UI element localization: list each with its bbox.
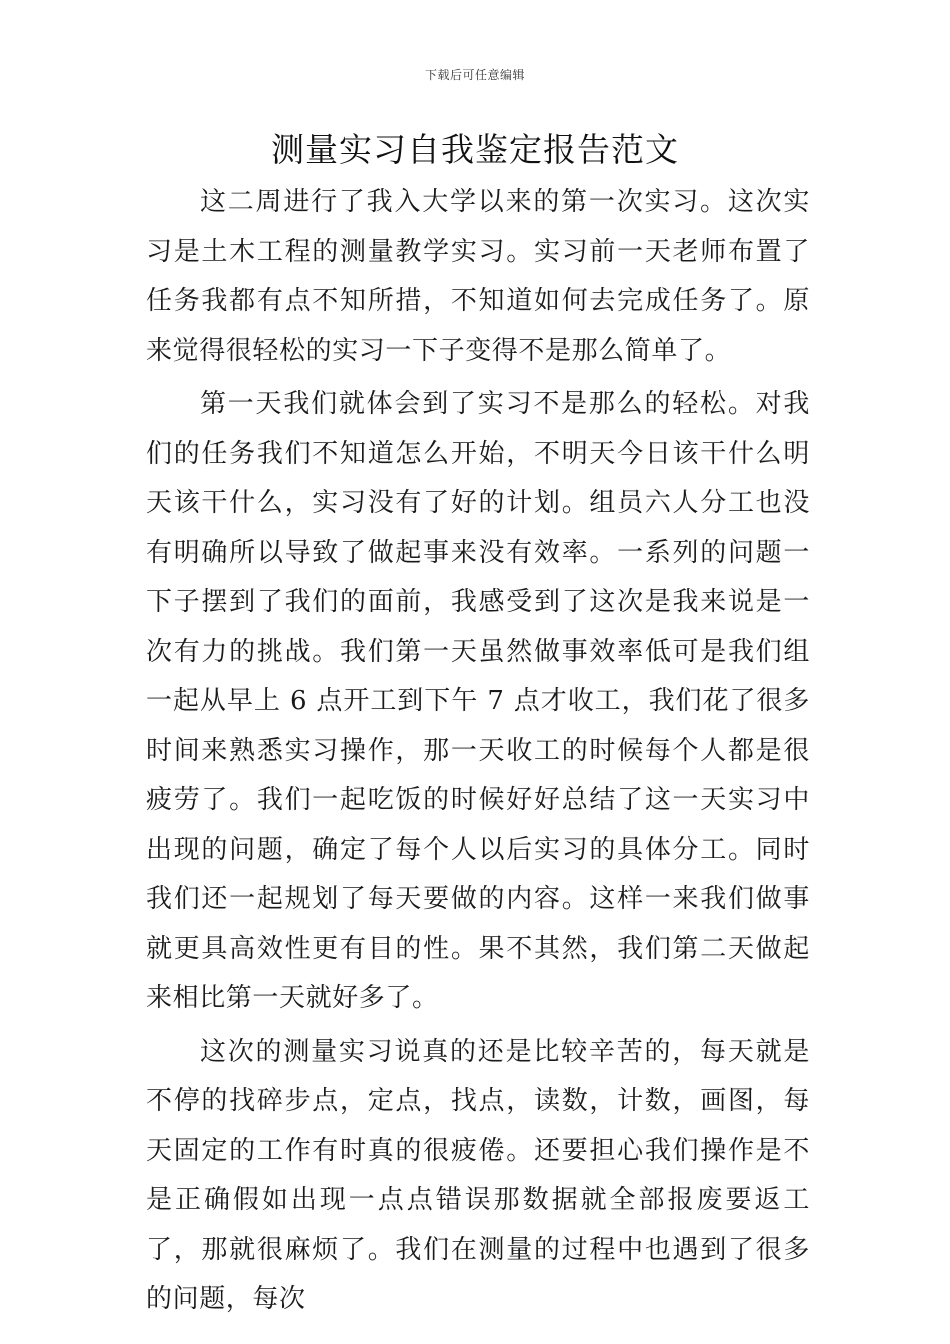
header-note: 下载后可任意编辑 bbox=[424, 68, 525, 82]
document-body bbox=[146, 178, 810, 1329]
paragraph: 第一天我们就体会到了实习不是那么的轻松。对我们的任务我们不知道怎么开始，不明天今日该干什么明天该干什么，实习没有了好的计划。组员六人分工也没有明确所以导致了做起事来没有效率。一系列的问题一下子摆到了我们的面前，我感受到了这次是我来说是一次有力的挑战。我们第一天虽然做事效率低可是我们组一起从早上 6 点开工到下午 7 点才收工，我们花了很多时间来熟悉实习操作，那一天收工的时候每个人都是很疲劳了。我们一起吃饭的时候好好总结了这一天实习中出现的问题，确定了每个人以后实习的具体分工。同时我们还一起规划了每天要做的内容。这样一来我们做事就更具高效性更有目的性。果不其然，我们第二天做起来相比第一天就好多了。 bbox=[146, 389, 810, 1013]
document-title: 测量实习自我鉴定报告范文 bbox=[271, 130, 679, 169]
paragraph: 这二周进行了我入大学以来的第一次实习。这次实习是土木工程的测量教学实习。实习前一天老师布置了任务我都有点不知所措，不知道如何去完成任务了。原来觉得很轻松的实习一下子变得不是那么简单了。 bbox=[146, 187, 810, 366]
paragraph: 这次的测量实习说真的还是比较辛苦的，每天就是不停的找碎步点，定点，找点，读数，计数，画图，每天固定的工作有时真的很疲倦。还要担心我们操作是不是正确假如出现一点点错误那数据就全部报废要返工了，那就很麻烦了。我们在测量的过程中也遇到了很多的问题，每次 bbox=[146, 1036, 810, 1314]
